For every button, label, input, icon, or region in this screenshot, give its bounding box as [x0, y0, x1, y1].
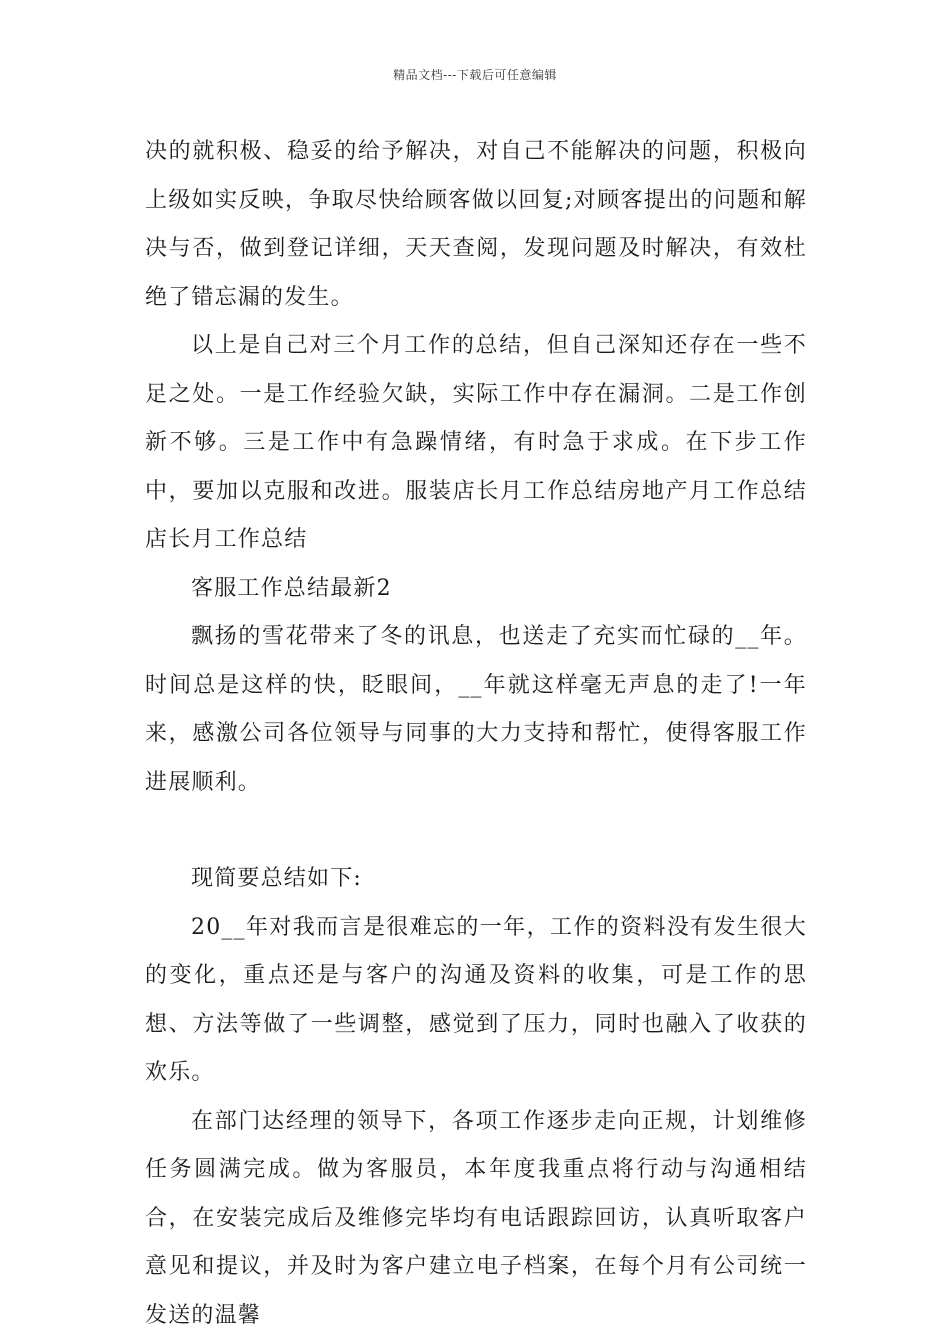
paragraph-department-work: 在部门达经理的领导下，各项工作逐步走向正规，计划维修任务圆满完成。做为客服员，本年度我重点将行动与沟通相结合，在安装完成后及维修完毕均有电话跟踪回访，认真听取客户意见和提议，并及时为客户建立电子档案，在每个月有公司统一发送的温馨 — [145, 1108, 807, 1328]
page-header: 精品文档---下载后可任意编辑 — [393, 68, 557, 82]
paragraph-summary-shortcomings: 以上是自己对三个月工作的总结，但自己深知还存在一些不足之处。一是工作经验欠缺，实际工作中存在漏洞。二是工作创新不够。三是工作中有急躁情绪，有时急于求成。在下步工作中，要加以克服和改进。服装店长月工作总结房地产月工作总结店长月工作总结 — [145, 333, 807, 552]
paragraph-summary-lead: 现简要总结如下: — [191, 866, 363, 891]
paragraph-intro: 飘扬的雪花带来了冬的讯息，也送走了充实而忙碌的__年。时间总是这样的快，眨眼间，__年就这样毫无声息的走了!一年来，感激公司各位领导与同事的大力支持和帮忙，使得客服工作进展顺利。 — [145, 624, 807, 795]
paragraph-year-review: 20__年对我而言是很难忘的一年，工作的资料没有发生很大的变化，重点还是与客户的沟通及资料的收集，可是工作的思想、方法等做了一些调整，感觉到了压力，同时也融入了收获的欢乐。 — [145, 914, 807, 1085]
document-body — [145, 128, 807, 1340]
section-heading: 客服工作总结最新2 — [191, 575, 392, 601]
paragraph-continuation: 决的就积极、稳妥的给予解决，对自己不能解决的问题，积极向上级如实反映，争取尽快给顾客做以回复;对顾客提出的问题和解决与否，做到登记详细，天天查阅，发现问题及时解决，有效杜绝了错忘漏的发生。 — [145, 139, 807, 310]
